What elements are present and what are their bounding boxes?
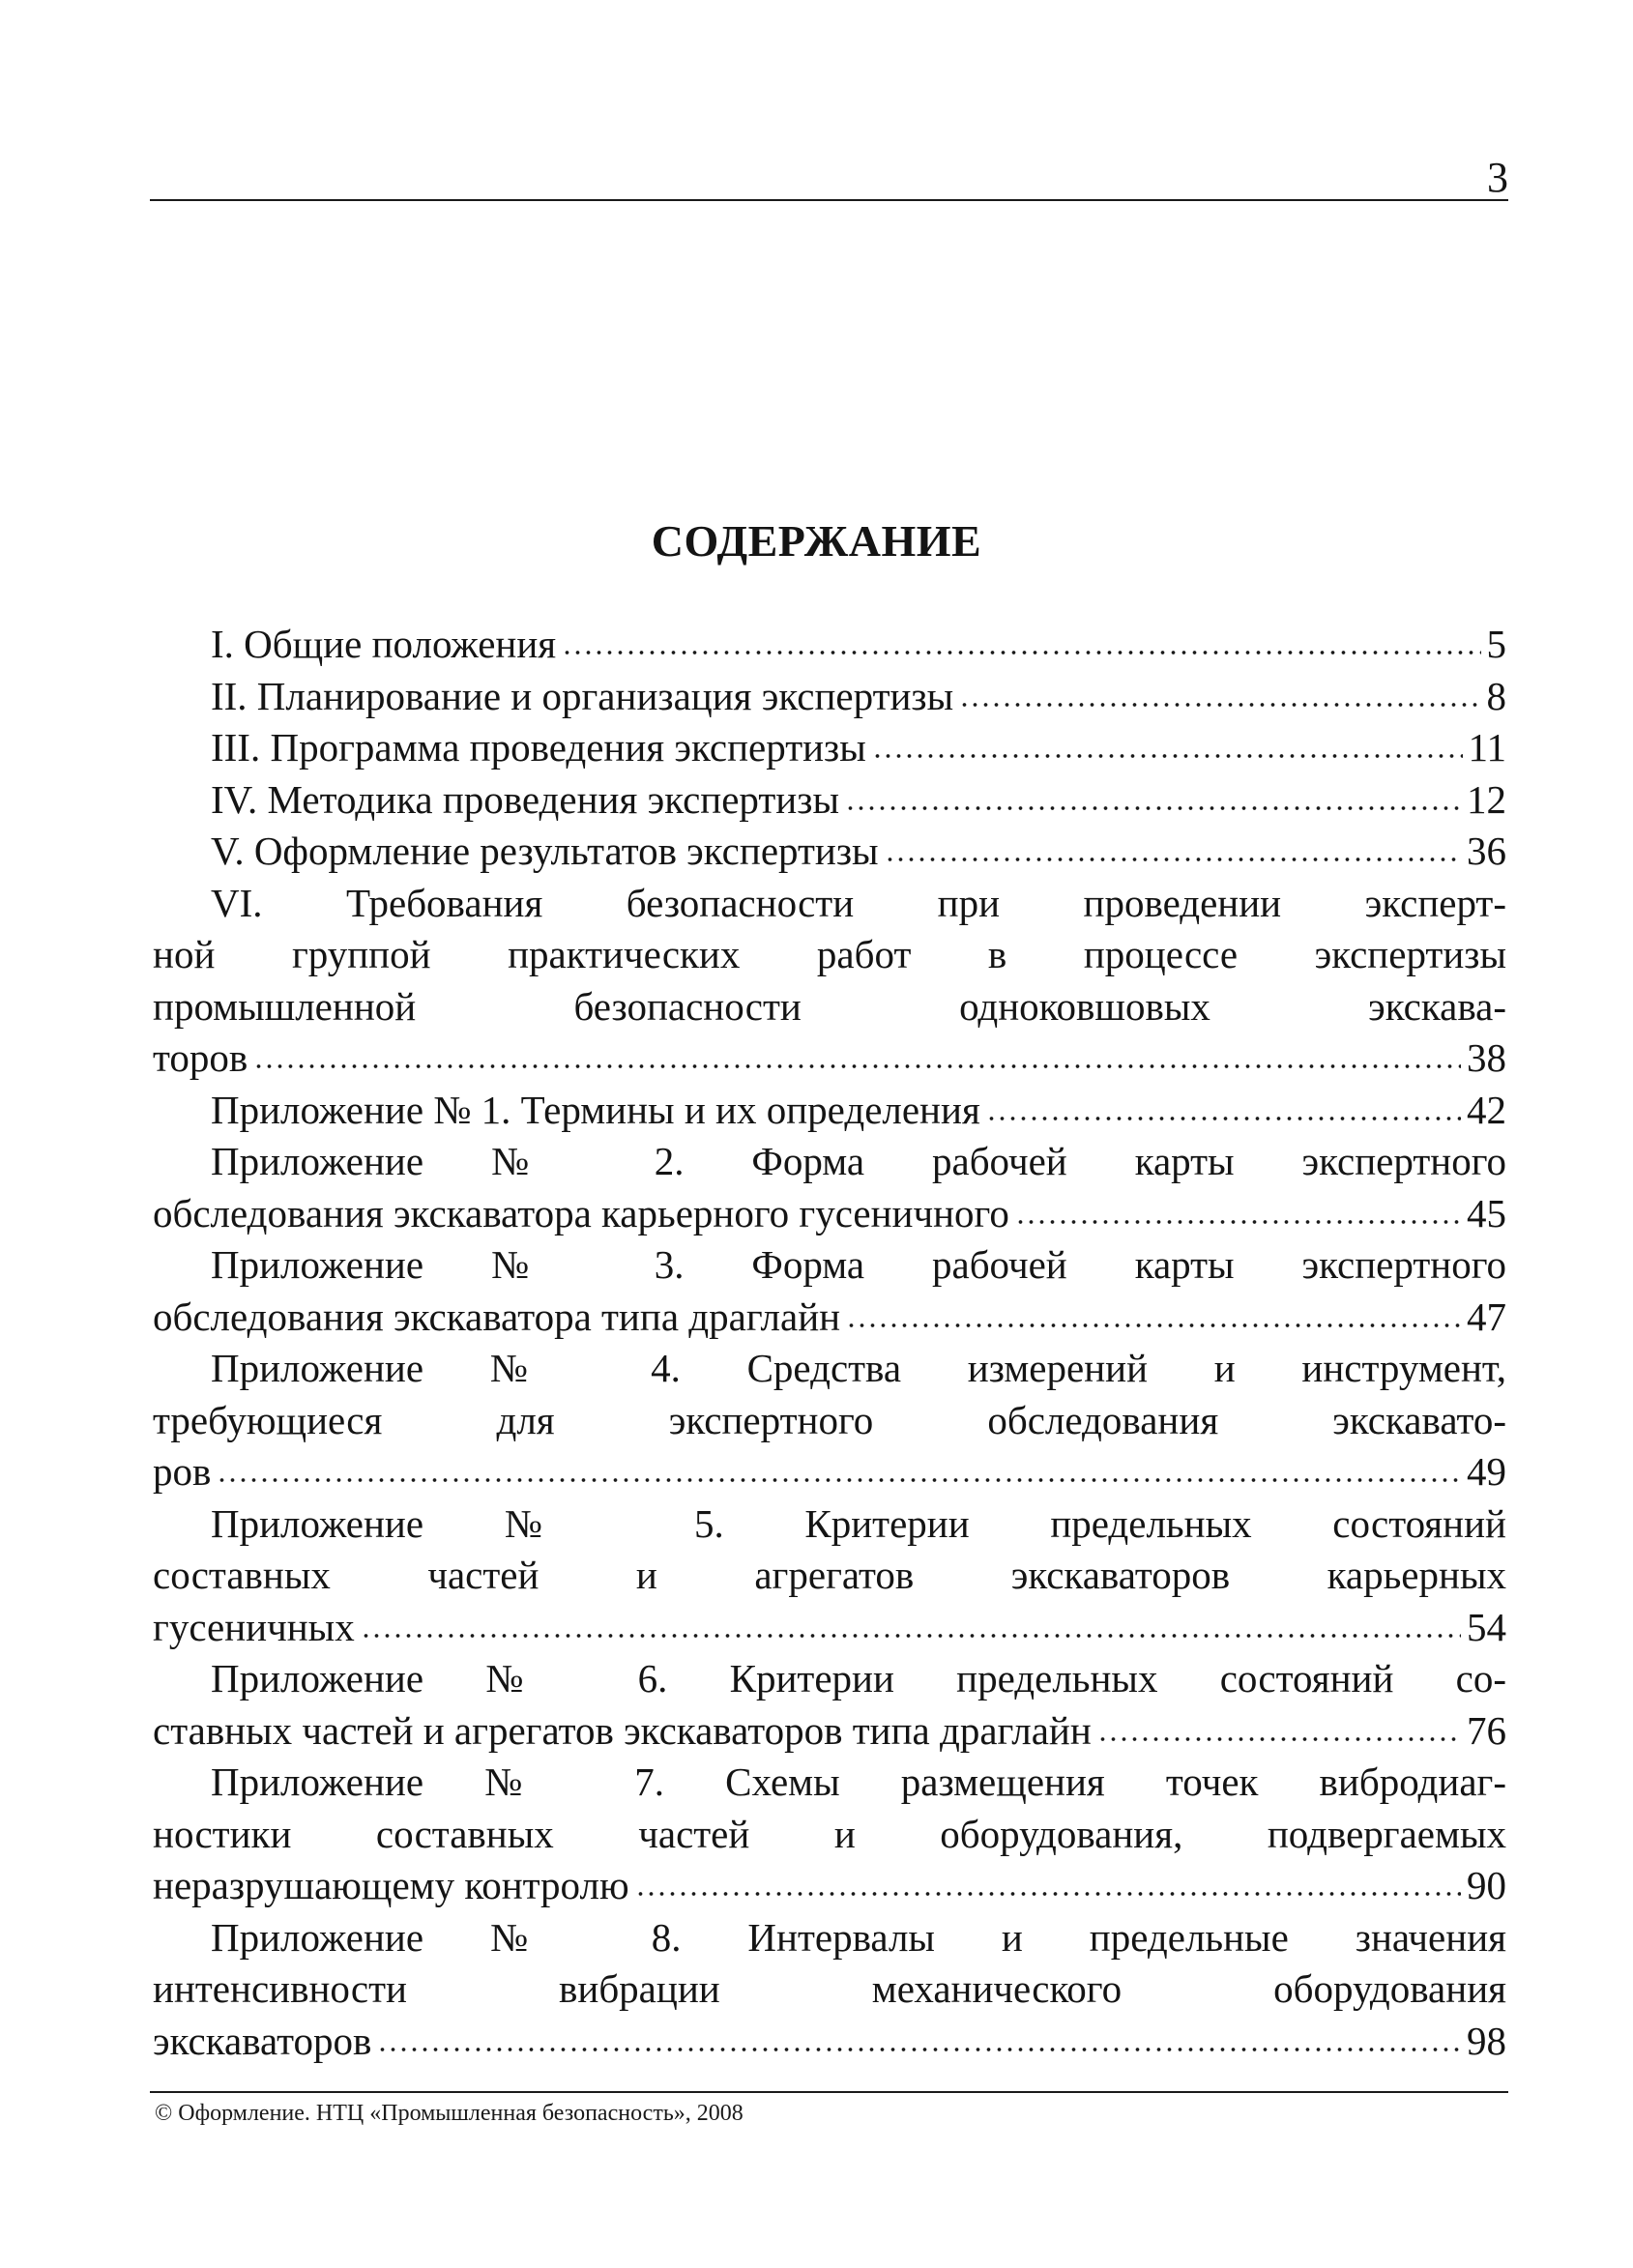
dot-leader xyxy=(361,1631,1461,1641)
toc-entry-11[interactable] xyxy=(153,1498,1506,1654)
toc-entry-10[interactable] xyxy=(153,1343,1506,1498)
toc-page-number: 98 xyxy=(1467,2018,1506,2063)
toc-entry-text: гусеничных xyxy=(153,1604,355,1649)
toc-entry-text: составных частей и агрегатов экскаваторов карьерных xyxy=(153,1553,1506,1597)
toc-entry-text: Приложение № 4. Средства измерений и инструмент, xyxy=(211,1346,1506,1390)
dot-leader xyxy=(846,1321,1461,1330)
toc-entry-text: VI. Требования безопасности при проведении эксперт- xyxy=(211,880,1506,925)
toc-entry-text: IV. Методика проведения экспертизы xyxy=(211,776,839,822)
toc-entry-2[interactable] xyxy=(153,671,1506,723)
toc-entry-text: ров xyxy=(153,1449,212,1494)
toc-entry-text: III. Программа проведения экспертизы xyxy=(211,725,866,770)
toc-entry-text: требующиеся для экспертного обследования экскавато- xyxy=(153,1397,1506,1442)
toc-entry-text: Приложение № 5. Критерии предельных состояний xyxy=(211,1500,1506,1546)
toc-entry-9[interactable] xyxy=(153,1239,1506,1343)
dot-leader xyxy=(845,803,1461,813)
toc-entry-text: ставных частей и агрегатов экскаваторов типа драглайн xyxy=(153,1707,1092,1753)
toc-entry-14[interactable] xyxy=(153,1912,1506,2068)
copyright-footer: © Оформление. НТЦ «Промышленная безопасность», 2008 xyxy=(155,2101,744,2126)
toc-entry-text: II. Планирование и организация экспертизы xyxy=(211,673,954,718)
page-number: 3 xyxy=(1487,154,1508,201)
dot-leader xyxy=(217,1475,1461,1485)
toc-page-number: 90 xyxy=(1467,1863,1506,1907)
toc-page-number: 42 xyxy=(1467,1087,1506,1132)
dot-leader xyxy=(885,855,1461,864)
dot-leader xyxy=(959,700,1480,710)
toc-entry-1[interactable] xyxy=(153,619,1506,671)
toc-entry-text: V. Оформление результатов экспертизы xyxy=(211,829,879,873)
toc-entry-8[interactable] xyxy=(153,1136,1506,1239)
dot-leader xyxy=(562,648,1480,657)
toc-entry-text: промышленной безопасности одноковшовых экскава- xyxy=(153,983,1506,1029)
toc-entry-7[interactable] xyxy=(153,1085,1506,1137)
footer-rule xyxy=(150,2091,1508,2093)
table-of-contents xyxy=(153,619,1506,2067)
toc-page-number: 49 xyxy=(1467,1449,1506,1494)
page-title: СОДЕРЖАНИЕ xyxy=(651,516,982,566)
toc-entry-text: Приложение № 7. Схемы размещения точек вибродиаг- xyxy=(211,1759,1506,1804)
toc-entry-12[interactable] xyxy=(153,1653,1506,1757)
toc-entry-text: I. Общие положения xyxy=(211,622,557,666)
dot-leader xyxy=(872,751,1463,761)
toc-entry-13[interactable] xyxy=(153,1757,1506,1912)
toc-entry-text: экскаваторов xyxy=(153,2018,372,2063)
toc-entry-6[interactable] xyxy=(153,878,1506,1085)
toc-entry-text: интенсивности вибрации механического оборудования xyxy=(153,1966,1506,2011)
toc-entry-text: ностики составных частей и оборудования, подвергаемых xyxy=(153,1811,1506,1856)
toc-page-number: 45 xyxy=(1467,1190,1506,1236)
toc-page-number: 5 xyxy=(1486,622,1506,666)
toc-entry-text: ной группой практических работ в процессе экспертизы xyxy=(153,932,1506,976)
toc-page-number: 12 xyxy=(1467,776,1506,822)
toc-page-number: 54 xyxy=(1467,1604,1506,1649)
dot-leader xyxy=(377,2045,1461,2054)
toc-entry-text: Приложение № 2. Форма рабочей карты экспертного xyxy=(211,1139,1506,1183)
toc-entry-text: Приложение № 1. Термины и их определения xyxy=(211,1087,980,1132)
toc-entry-4[interactable] xyxy=(153,774,1506,827)
dot-leader xyxy=(253,1061,1461,1071)
toc-page-number: 38 xyxy=(1467,1035,1506,1080)
toc-page-number: 47 xyxy=(1467,1294,1506,1339)
toc-entry-text: Приложение № 3. Форма рабочей карты экспертного xyxy=(211,1242,1506,1287)
toc-entry-text: обследования экскаватора карьерного гусеничного xyxy=(153,1190,1009,1236)
dot-leader xyxy=(635,1889,1461,1899)
dot-leader xyxy=(1097,1734,1461,1744)
dot-leader xyxy=(986,1114,1461,1123)
toc-page-number: 36 xyxy=(1467,829,1506,873)
toc-entry-text: неразрушающему контролю xyxy=(153,1863,629,1907)
toc-page-number: 76 xyxy=(1467,1707,1506,1753)
toc-page-number: 11 xyxy=(1468,725,1506,770)
toc-entry-5[interactable] xyxy=(153,826,1506,878)
toc-entry-text: торов xyxy=(153,1035,248,1080)
toc-entry-text: обследования экскаватора типа драглайн xyxy=(153,1294,841,1339)
header-rule xyxy=(150,199,1508,201)
toc-entry-text: Приложение № 6. Критерии предельных состояний со- xyxy=(211,1656,1506,1701)
toc-page-number: 8 xyxy=(1486,673,1506,718)
dot-leader xyxy=(1015,1217,1461,1227)
toc-entry-text: Приложение № 8. Интервалы и предельные значения xyxy=(211,1914,1506,1960)
toc-entry-3[interactable] xyxy=(153,722,1506,774)
